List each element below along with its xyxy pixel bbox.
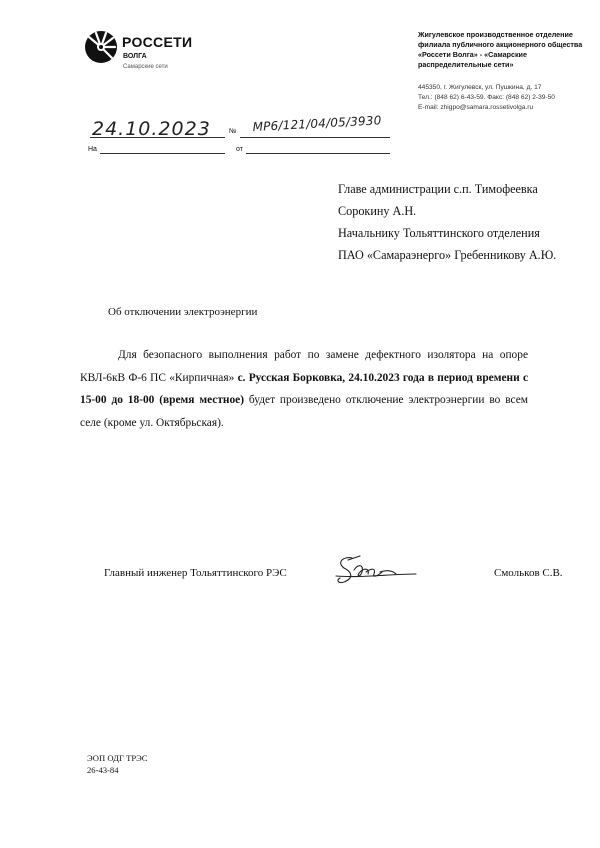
executor-phone: 26-43-84	[87, 765, 119, 775]
organization-block	[418, 30, 590, 113]
executor-name: ЭОП ОДГ ТРЭС	[87, 753, 148, 763]
org-title-line: филиала публичного акционерного общества	[418, 40, 583, 49]
number-sign: №	[229, 128, 237, 135]
addressee-line: Начальнику Тольяттинского отделения	[338, 226, 540, 240]
from-label: от	[236, 146, 243, 153]
from-line	[246, 153, 390, 154]
handwritten-number: МР6/121/04/05/3930	[252, 113, 382, 134]
rosseti-logo-icon	[84, 30, 118, 64]
org-title-line: распределительные сети»	[418, 60, 514, 69]
org-email: E-mail: zhigpo@samara.rossetivolga.ru	[418, 104, 534, 111]
logo-branch: Самарские сети	[123, 64, 168, 70]
body-text-part1: Для безопасного выполнения работ по замене дефектного изолятора на опоре КВЛ-6кВ Ф-6 ПС «Кирпичная»	[80, 349, 528, 384]
number-line	[240, 137, 390, 138]
body-text-highlight: с. Русская Борковка, 24.10.2023 года в период времени с 15-00 до 18-00 (время местное)	[80, 371, 528, 406]
letter-subject: Об отключении электроэнергии	[108, 306, 258, 318]
handwritten-signature-icon	[330, 550, 420, 590]
org-title-line: Жигулевское производственное отделение	[418, 30, 573, 39]
signer-position: Главный инженер Тольяттинского РЭС	[104, 567, 287, 579]
organization-title	[418, 30, 590, 70]
logo-region: ВОЛГА	[123, 53, 147, 60]
handwritten-date: 24.10.2023	[92, 118, 211, 140]
organization-contacts	[418, 83, 590, 113]
org-address: 445350, г. Жигулевск, ул. Пушкина, д. 17	[418, 84, 542, 91]
body-text-part2: будет произведено отключение электроэнергии во всем селе (кроме ул. Октябрьская).	[80, 394, 528, 429]
letter-body	[80, 344, 528, 434]
addressee-block	[338, 178, 556, 266]
on-label: На	[88, 146, 97, 153]
company-logo	[84, 28, 204, 78]
date-line	[90, 137, 225, 138]
logo-name: РОССЕТИ	[122, 34, 193, 50]
executor-block	[87, 752, 148, 776]
addressee-line: Главе администрации с.п. Тимофеевка	[338, 182, 538, 196]
addressee-line: ПАО «Самараэнерго» Гребенникову А.Ю.	[338, 248, 557, 262]
addressee-line: Сорокину А.Н.	[338, 204, 417, 218]
org-phone: Тел.: (848 62) 6-43-59. Факс: (848 62) 2-39-50	[418, 94, 555, 101]
org-title-line: «Россети Волга» - «Самарские	[418, 50, 527, 59]
signer-name: Смольков С.В.	[494, 567, 563, 579]
on-line	[100, 153, 225, 154]
